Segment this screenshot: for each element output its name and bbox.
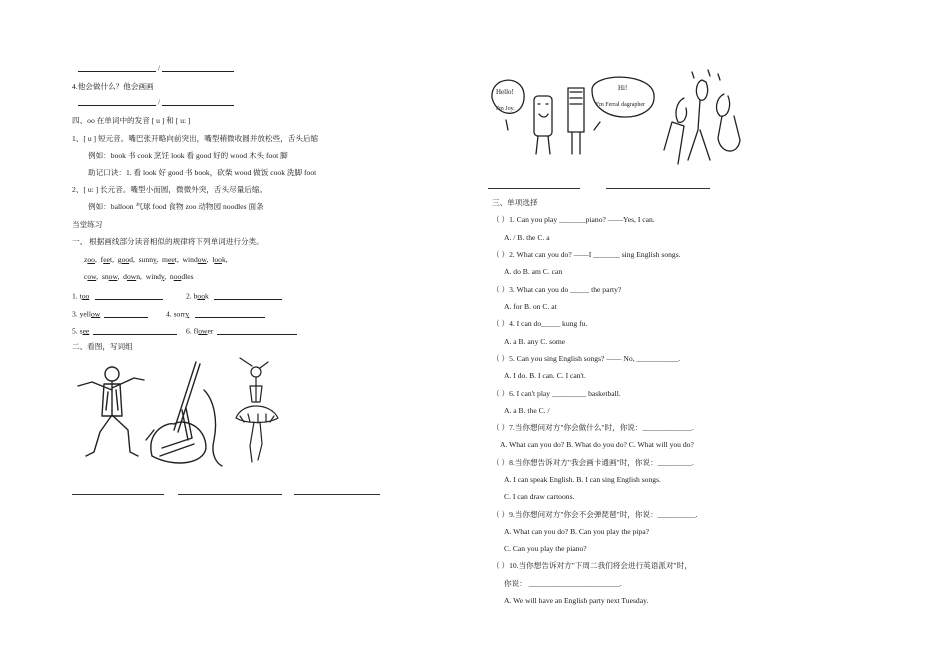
question-8-options[interactable]: A. I can speak English. B. I can sing English songs. xyxy=(504,475,661,484)
question-8: （ ）8.当你想告诉对方"我会画卡通画"时，你说：_________. xyxy=(492,458,694,467)
cello-picture xyxy=(144,360,226,468)
exercise-1-title: 一、 根据画线部分读音相似的规律将下列单词进行分类。 xyxy=(72,237,264,246)
question-3: （ ）3. What can you do _____ the party? xyxy=(492,285,622,294)
word-window: window xyxy=(182,255,207,264)
question-7: （ ）7.当你想问对方"你会做什么"时，你说：_____________. xyxy=(492,423,694,432)
question-4: （ ）4. I can do_____ kung fu. xyxy=(492,319,588,328)
picture-answer-line-2[interactable] xyxy=(178,494,282,495)
cello-icon xyxy=(144,360,226,468)
word-down: down xyxy=(123,272,141,281)
question-10: （ ）10.当你想告诉对方"下周二我们将会进行英语派对"时， xyxy=(492,561,692,570)
question-4-options[interactable]: A. a B. any C. some xyxy=(504,337,566,346)
word-look: look xyxy=(212,255,226,264)
question-6-options[interactable]: A. a B. the C. / xyxy=(504,406,550,415)
practice-title: 当堂练习 xyxy=(72,220,103,229)
section-3-title: 三、单项选择 xyxy=(492,198,538,207)
question-10-answer[interactable]: 你说： ________________________. xyxy=(504,579,622,588)
rule-1-mnemonic: 助记口诀：1. 看 look 好 good 书 book，砍柴 wood 做饭 cook 洗脚 foot xyxy=(88,168,317,177)
answer-blank[interactable] xyxy=(78,97,156,106)
word-noodles: noodles xyxy=(169,272,194,281)
question-3-options[interactable]: A. for B. on C. at xyxy=(504,302,557,311)
rule-1-example: 例如：book 书 cook 烹饪 look 看 good 好的 wood 木头 foot 脚 xyxy=(88,151,288,160)
section-4-title: 四、oo 在单词中的发音 [ u ] 和 [ u: ] xyxy=(72,116,191,125)
question-6: （ ）6. I can't play _________ basketball. xyxy=(492,389,621,398)
word-snow: snow xyxy=(101,272,118,281)
word-good: good xyxy=(117,255,133,264)
word-zoo: zoo xyxy=(84,255,95,264)
answer-blank[interactable] xyxy=(104,309,148,318)
answer-blank[interactable] xyxy=(162,63,234,72)
ballet-dancer-icon xyxy=(228,356,292,468)
answer-line-2 xyxy=(78,97,234,106)
bubble-text-friend: I'm Ferral dagrapher xyxy=(596,102,646,108)
cartoon-pictures xyxy=(488,68,758,172)
item-yellow: 3. yellow xyxy=(72,309,148,318)
answer-blank[interactable] xyxy=(95,291,163,300)
exercise-2-title: 二、看图，写词组 xyxy=(72,342,133,351)
question-1-options[interactable]: A. / B. the C. a xyxy=(504,233,550,242)
word-cow: cow xyxy=(84,272,97,281)
question-2-options[interactable]: A. do B. am C. can xyxy=(504,267,563,276)
question-8-options-2[interactable]: C. I can draw cartoons. xyxy=(504,492,575,501)
answer-blank[interactable] xyxy=(214,291,282,300)
question-9-options-2[interactable]: C. Can you play the piano? xyxy=(504,544,587,553)
item-too: 1. too xyxy=(72,291,163,300)
question-10-option[interactable]: A. We will have an English party next Tuesday. xyxy=(504,596,649,605)
rule-2: 2、[ u: ] 长元音。嘴型小而圆，微微外突，舌头尽量后缩。 xyxy=(72,185,268,194)
question-2: （ ）2. What can you do? ——I _______ sing English songs. xyxy=(492,250,681,259)
picture-answer-line-3[interactable] xyxy=(294,494,380,495)
bubble-text-im-joy: I'm Joy. xyxy=(496,106,515,112)
item-book: 2. book xyxy=(186,291,282,300)
answer-blank[interactable] xyxy=(195,309,265,318)
question-9: （ ）9.当你想问对方"你会不会弹琵琶"时，你说：__________. xyxy=(492,510,698,519)
kung-fu-picture xyxy=(72,360,152,460)
greeting-characters-icon xyxy=(488,68,758,172)
question-4: 4.他会做什么？他会画画 xyxy=(72,82,154,91)
bubble-text-hi: Hi! xyxy=(618,84,628,92)
question-5-options[interactable]: A. I do. B. I can. C. I can't. xyxy=(504,371,586,380)
ballet-picture xyxy=(228,356,292,468)
kung-fu-boy-icon xyxy=(72,360,152,460)
item-sorry: 4. sorry xyxy=(166,309,265,318)
word-list-2: cow, snow, down, windy, noodles xyxy=(84,272,194,281)
question-9-options[interactable]: A. What can you do? B. Can you play the pipa? xyxy=(504,527,649,536)
question-5: （ ）5. Can you sing English songs? —— No, ___________. xyxy=(492,354,681,363)
item-see: 5. see xyxy=(72,326,177,335)
cartoon-answer-line-1[interactable] xyxy=(488,188,580,189)
bubble-text-hello: Hello! xyxy=(496,88,514,96)
rule-2-example: 例如：balloon 气球 food 食物 zoo 动物园 noodles 面条 xyxy=(88,202,264,211)
question-7-options[interactable]: A. What can you do? B. What do you do? C. What will you do? xyxy=(500,440,694,449)
slash: / xyxy=(157,63,161,73)
word-windy: windy xyxy=(145,272,165,281)
answer-blank[interactable] xyxy=(93,326,177,335)
answer-blank[interactable] xyxy=(217,326,297,335)
word-sunny: sunny xyxy=(138,255,157,264)
word-feet: feet xyxy=(100,255,113,264)
rule-1: 1、[ u ] 短元音。嘴巴张开略向前突出，嘴型稍微收圆并放松些，舌头后缩 xyxy=(72,134,319,143)
item-flower: 6. flower xyxy=(186,326,297,335)
question-1: （ ）1. Can you play _______piano? ——Yes, I can. xyxy=(492,215,655,224)
cartoon-answer-line-2[interactable] xyxy=(606,188,710,189)
word-list-1: zoo, feet, good, sunny, meet, window, look, xyxy=(84,255,228,264)
word-meet: meet xyxy=(162,255,177,264)
answer-blank[interactable] xyxy=(78,63,156,72)
slash: / xyxy=(157,97,161,107)
picture-answer-line-1[interactable] xyxy=(72,494,164,495)
answer-blank[interactable] xyxy=(162,97,234,106)
answer-line-1 xyxy=(78,63,234,72)
